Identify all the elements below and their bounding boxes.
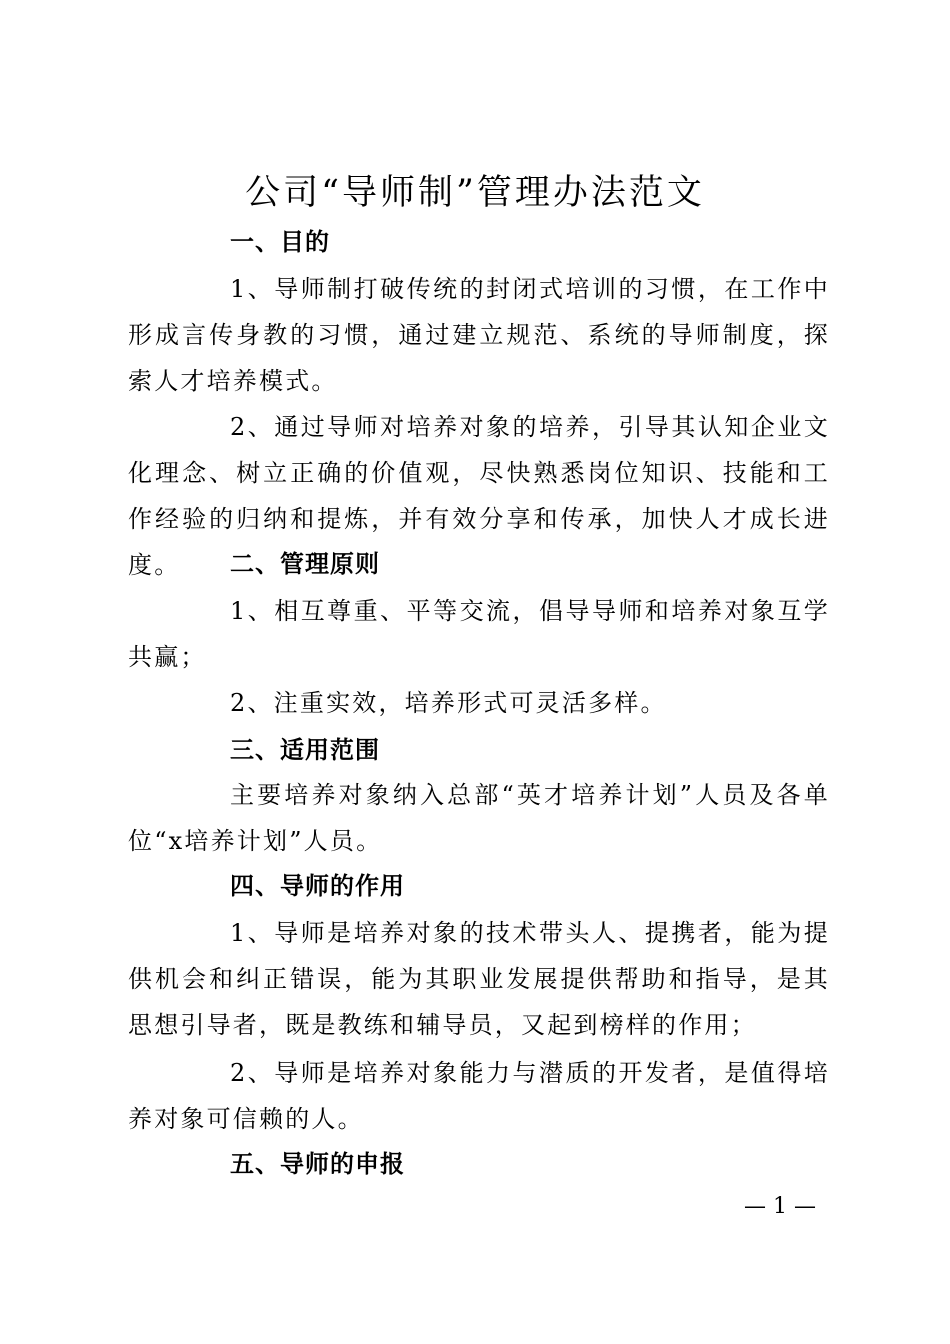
section-heading-purpose: 一、目的 [230,228,330,256]
paragraph: 主要培养对象纳入总部“英才培养计划”人员及各单位“x培养计划”人员。 [128,781,830,855]
section-heading-mentor-role: 四、导师的作用 [230,872,405,900]
paragraph: 2、注重实效，培养形式可灵活多样。 [230,689,667,717]
paragraph: 2、通过导师对培养对象的培养，引导其认知企业文化理念、树立正确的价值观，尽快熟悉岗位知识、技能和工作经验的归纳和提炼，并有效分享和传承，加快人才成长进度。 [128,413,830,579]
paragraph: 1、导师制打破传统的封闭式培训的习惯，在工作中形成言传身教的习惯，通过建立规范、系统的导师制度，探索人才培养模式。 [128,275,830,395]
section-heading-principles: 二、管理原则 [230,550,380,578]
paragraph: 2、导师是培养对象能力与潜质的开发者，是值得培养对象可信赖的人。 [128,1059,830,1133]
section-heading-scope: 三、适用范围 [230,736,380,764]
page-number: — 1 — [744,1194,816,1219]
document-title: 公司“导师制”管理办法范文 [245,173,705,213]
paragraph: 1、相互尊重、平等交流，倡导导师和培养对象互学共赢； [128,597,830,671]
section-heading-mentor-application: 五、导师的申报 [230,1150,405,1178]
paragraph: 1、导师是培养对象的技术带头人、提携者，能为提供机会和纠正错误，能为其职业发展提供帮助和指导，是其思想引导者，既是教练和辅导员，又起到榜样的作用； [128,919,830,1039]
